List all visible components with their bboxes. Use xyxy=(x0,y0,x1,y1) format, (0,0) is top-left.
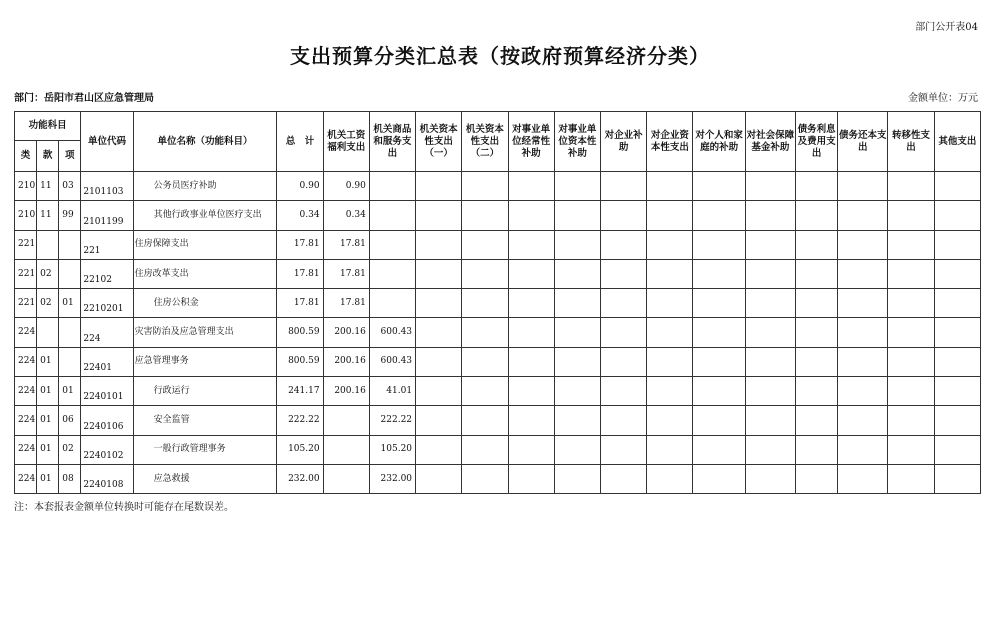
cell-empty xyxy=(888,464,934,493)
cell-total: 232.00 xyxy=(277,464,323,493)
cell-kuan: 11 xyxy=(37,201,59,230)
cell-empty xyxy=(934,347,980,376)
cell-goods-services: 600.43 xyxy=(369,347,415,376)
header-col: 其他支出 xyxy=(934,112,980,172)
cell-empty xyxy=(934,377,980,406)
cell-empty xyxy=(745,464,795,493)
cell-empty xyxy=(795,289,837,318)
cell-lei: 221 xyxy=(15,289,37,318)
cell-empty xyxy=(462,259,508,288)
cell-total: 17.81 xyxy=(277,259,323,288)
cell-empty xyxy=(888,289,934,318)
table-row xyxy=(15,377,981,406)
cell-empty xyxy=(795,172,837,201)
cell-lei: 221 xyxy=(15,230,37,259)
cell-kuan: 01 xyxy=(37,464,59,493)
cell-empty xyxy=(934,289,980,318)
cell-unit-name: 住房改革支出 xyxy=(133,259,277,288)
cell-empty xyxy=(795,347,837,376)
cell-lei: 224 xyxy=(15,318,37,347)
header-col: 对企业补助 xyxy=(600,112,646,172)
budget-table xyxy=(14,111,981,494)
cell-empty xyxy=(554,464,600,493)
cell-salary xyxy=(323,464,369,493)
cell-empty xyxy=(745,201,795,230)
department-label: 部门：岳阳市君山区应急管理局 xyxy=(14,93,154,104)
cell-empty xyxy=(693,230,745,259)
cell-empty xyxy=(600,289,646,318)
cell-empty xyxy=(416,201,462,230)
cell-empty xyxy=(508,377,554,406)
cell-empty xyxy=(838,464,888,493)
table-row xyxy=(15,406,981,435)
cell-empty xyxy=(416,464,462,493)
cell-empty xyxy=(508,172,554,201)
cell-empty xyxy=(508,347,554,376)
cell-unit-name: 一般行政管理事务 xyxy=(133,435,277,464)
cell-empty xyxy=(934,172,980,201)
form-number: 部门公开表04 xyxy=(915,22,978,33)
cell-empty xyxy=(934,464,980,493)
cell-empty xyxy=(888,201,934,230)
cell-empty xyxy=(693,347,745,376)
header-unit-code: 单位代码 xyxy=(81,112,133,172)
cell-goods-services: 232.00 xyxy=(369,464,415,493)
cell-unit-name: 住房保障支出 xyxy=(133,230,277,259)
cell-xiang: 03 xyxy=(59,172,81,201)
cell-salary: 200.16 xyxy=(323,377,369,406)
cell-xiang: 06 xyxy=(59,406,81,435)
cell-salary xyxy=(323,406,369,435)
cell-unit-name: 行政运行 xyxy=(133,377,277,406)
cell-empty xyxy=(745,318,795,347)
cell-empty xyxy=(838,435,888,464)
cell-empty xyxy=(462,435,508,464)
cell-unit-name: 灾害防治及应急管理支出 xyxy=(133,318,277,347)
header-col: 对事业单位经常性补助 xyxy=(508,112,554,172)
cell-empty xyxy=(554,201,600,230)
cell-xiang xyxy=(59,318,81,347)
cell-empty xyxy=(647,435,693,464)
cell-empty xyxy=(600,377,646,406)
header-unit-name: 单位名称（功能科目） xyxy=(133,112,277,172)
cell-goods-services xyxy=(369,172,415,201)
cell-salary: 17.81 xyxy=(323,230,369,259)
cell-lei: 224 xyxy=(15,435,37,464)
cell-empty xyxy=(934,406,980,435)
cell-empty xyxy=(600,172,646,201)
cell-empty xyxy=(600,347,646,376)
cell-xiang xyxy=(59,347,81,376)
cell-total: 800.59 xyxy=(277,318,323,347)
cell-empty xyxy=(693,406,745,435)
cell-unit-name: 安全监管 xyxy=(133,406,277,435)
table-row xyxy=(15,259,981,288)
cell-empty xyxy=(647,289,693,318)
cell-empty xyxy=(554,377,600,406)
cell-empty xyxy=(600,230,646,259)
header-xiang: 项 xyxy=(59,141,81,172)
cell-kuan: 01 xyxy=(37,435,59,464)
cell-empty xyxy=(554,259,600,288)
header-col: 机关资本性支出（二） xyxy=(462,112,508,172)
cell-lei: 224 xyxy=(15,464,37,493)
cell-empty xyxy=(508,230,554,259)
cell-empty xyxy=(600,318,646,347)
cell-lei: 224 xyxy=(15,347,37,376)
cell-empty xyxy=(745,230,795,259)
cell-empty xyxy=(795,201,837,230)
cell-empty xyxy=(462,289,508,318)
footnote: 注：本套报表金额单位转换时可能存在尾数误差。 xyxy=(14,502,234,513)
cell-goods-services: 600.43 xyxy=(369,318,415,347)
cell-empty xyxy=(416,406,462,435)
header-kuan: 款 xyxy=(37,141,59,172)
cell-empty xyxy=(554,406,600,435)
cell-empty xyxy=(693,377,745,406)
cell-empty xyxy=(693,289,745,318)
table-row xyxy=(15,201,981,230)
cell-empty xyxy=(462,172,508,201)
cell-empty xyxy=(416,230,462,259)
cell-unit-code: 2240106 xyxy=(81,406,133,435)
header-total: 总 计 xyxy=(277,112,323,172)
cell-salary xyxy=(323,435,369,464)
cell-empty xyxy=(795,259,837,288)
cell-goods-services: 41.01 xyxy=(369,377,415,406)
cell-salary: 0.34 xyxy=(323,201,369,230)
cell-empty xyxy=(693,259,745,288)
cell-empty xyxy=(693,201,745,230)
cell-empty xyxy=(795,318,837,347)
cell-xiang: 01 xyxy=(59,377,81,406)
cell-empty xyxy=(795,464,837,493)
cell-lei: 224 xyxy=(15,406,37,435)
table-row xyxy=(15,230,981,259)
cell-empty xyxy=(745,259,795,288)
header-col: 机关工资福利支出 xyxy=(323,112,369,172)
table-row xyxy=(15,172,981,201)
cell-empty xyxy=(693,172,745,201)
cell-empty xyxy=(838,377,888,406)
cell-empty xyxy=(600,435,646,464)
cell-xiang: 99 xyxy=(59,201,81,230)
cell-empty xyxy=(838,230,888,259)
cell-xiang: 01 xyxy=(59,289,81,318)
cell-kuan: 02 xyxy=(37,289,59,318)
cell-total: 222.22 xyxy=(277,406,323,435)
cell-goods-services xyxy=(369,259,415,288)
cell-empty xyxy=(647,259,693,288)
cell-total: 17.81 xyxy=(277,289,323,318)
cell-total: 0.34 xyxy=(277,201,323,230)
cell-empty xyxy=(416,347,462,376)
cell-empty xyxy=(647,406,693,435)
cell-kuan xyxy=(37,230,59,259)
cell-empty xyxy=(838,172,888,201)
cell-empty xyxy=(600,259,646,288)
cell-empty xyxy=(508,406,554,435)
table-row xyxy=(15,318,981,347)
cell-empty xyxy=(416,435,462,464)
cell-empty xyxy=(745,406,795,435)
cell-empty xyxy=(745,435,795,464)
table-row xyxy=(15,435,981,464)
cell-empty xyxy=(508,259,554,288)
cell-empty xyxy=(462,464,508,493)
cell-lei: 210 xyxy=(15,172,37,201)
cell-xiang: 08 xyxy=(59,464,81,493)
cell-empty xyxy=(647,318,693,347)
cell-xiang: 02 xyxy=(59,435,81,464)
cell-lei: 224 xyxy=(15,377,37,406)
header-col: 对社会保障基金补助 xyxy=(745,112,795,172)
cell-kuan: 11 xyxy=(37,172,59,201)
cell-empty xyxy=(416,172,462,201)
cell-kuan: 01 xyxy=(37,377,59,406)
cell-total: 800.59 xyxy=(277,347,323,376)
cell-empty xyxy=(795,377,837,406)
header-func-subject: 功能科目 xyxy=(15,112,81,141)
cell-empty xyxy=(554,347,600,376)
cell-empty xyxy=(508,435,554,464)
header-col: 对个人和家庭的补助 xyxy=(693,112,745,172)
cell-unit-code: 221 xyxy=(81,230,133,259)
cell-empty xyxy=(647,172,693,201)
cell-empty xyxy=(888,406,934,435)
cell-empty xyxy=(600,406,646,435)
cell-empty xyxy=(554,435,600,464)
cell-kuan: 02 xyxy=(37,259,59,288)
header-row-1 xyxy=(15,112,981,141)
cell-unit-code: 2240108 xyxy=(81,464,133,493)
cell-kuan: 01 xyxy=(37,347,59,376)
cell-empty xyxy=(462,318,508,347)
cell-empty xyxy=(600,464,646,493)
cell-empty xyxy=(838,406,888,435)
cell-empty xyxy=(934,435,980,464)
cell-empty xyxy=(554,318,600,347)
cell-unit-code: 22102 xyxy=(81,259,133,288)
cell-empty xyxy=(888,318,934,347)
cell-empty xyxy=(647,201,693,230)
cell-empty xyxy=(838,318,888,347)
cell-xiang xyxy=(59,230,81,259)
cell-xiang xyxy=(59,259,81,288)
cell-empty xyxy=(888,377,934,406)
cell-empty xyxy=(647,464,693,493)
header-col: 机关商品和服务支出 xyxy=(369,112,415,172)
cell-empty xyxy=(745,289,795,318)
header-col: 转移性支出 xyxy=(888,112,934,172)
cell-unit-name: 应急管理事务 xyxy=(133,347,277,376)
cell-goods-services xyxy=(369,230,415,259)
cell-empty xyxy=(838,259,888,288)
header-col: 机关资本性支出（一） xyxy=(416,112,462,172)
cell-kuan xyxy=(37,318,59,347)
table-row xyxy=(15,289,981,318)
cell-empty xyxy=(462,347,508,376)
cell-empty xyxy=(888,172,934,201)
cell-unit-name: 应急救援 xyxy=(133,464,277,493)
cell-empty xyxy=(416,289,462,318)
header-col: 对企业资本性支出 xyxy=(647,112,693,172)
cell-empty xyxy=(693,318,745,347)
cell-unit-name: 其他行政事业单位医疗支出 xyxy=(133,201,277,230)
cell-empty xyxy=(888,230,934,259)
cell-lei: 210 xyxy=(15,201,37,230)
cell-unit-code: 224 xyxy=(81,318,133,347)
header-col: 债务还本支出 xyxy=(838,112,888,172)
cell-unit-code: 2240101 xyxy=(81,377,133,406)
cell-empty xyxy=(693,464,745,493)
cell-kuan: 01 xyxy=(37,406,59,435)
cell-empty xyxy=(416,377,462,406)
cell-empty xyxy=(647,230,693,259)
header-col: 对事业单位资本性补助 xyxy=(554,112,600,172)
cell-empty xyxy=(554,289,600,318)
cell-empty xyxy=(745,172,795,201)
cell-unit-name: 住房公积金 xyxy=(133,289,277,318)
cell-empty xyxy=(888,435,934,464)
cell-empty xyxy=(795,406,837,435)
cell-unit-code: 22401 xyxy=(81,347,133,376)
cell-unit-code: 2101199 xyxy=(81,201,133,230)
cell-empty xyxy=(508,464,554,493)
page-title: 支出预算分类汇总表（按政府预算经济分类） xyxy=(290,44,710,68)
cell-empty xyxy=(745,377,795,406)
cell-salary: 17.81 xyxy=(323,289,369,318)
cell-empty xyxy=(888,259,934,288)
cell-lei: 221 xyxy=(15,259,37,288)
table-row xyxy=(15,464,981,493)
cell-goods-services xyxy=(369,289,415,318)
cell-empty xyxy=(745,347,795,376)
cell-empty xyxy=(462,377,508,406)
cell-empty xyxy=(416,318,462,347)
cell-empty xyxy=(838,289,888,318)
cell-empty xyxy=(934,318,980,347)
cell-empty xyxy=(795,230,837,259)
cell-empty xyxy=(795,435,837,464)
cell-goods-services: 105.20 xyxy=(369,435,415,464)
cell-empty xyxy=(934,259,980,288)
cell-empty xyxy=(600,201,646,230)
amount-unit-label: 金额单位：万元 xyxy=(908,93,978,104)
cell-total: 0.90 xyxy=(277,172,323,201)
header-col: 债务利息及费用支出 xyxy=(795,112,837,172)
header-lei: 类 xyxy=(15,141,37,172)
cell-salary: 200.16 xyxy=(323,347,369,376)
cell-empty xyxy=(693,435,745,464)
cell-empty xyxy=(508,289,554,318)
cell-unit-code: 2101103 xyxy=(81,172,133,201)
cell-empty xyxy=(462,406,508,435)
cell-unit-name: 公务员医疗补助 xyxy=(133,172,277,201)
cell-empty xyxy=(647,347,693,376)
cell-empty xyxy=(416,259,462,288)
cell-unit-code: 2210201 xyxy=(81,289,133,318)
cell-salary: 17.81 xyxy=(323,259,369,288)
cell-goods-services xyxy=(369,201,415,230)
cell-empty xyxy=(647,377,693,406)
cell-empty xyxy=(554,172,600,201)
cell-unit-code: 2240102 xyxy=(81,435,133,464)
cell-total: 105.20 xyxy=(277,435,323,464)
cell-empty xyxy=(838,347,888,376)
cell-total: 241.17 xyxy=(277,377,323,406)
cell-salary: 200.16 xyxy=(323,318,369,347)
cell-empty xyxy=(462,230,508,259)
cell-empty xyxy=(554,230,600,259)
cell-empty xyxy=(508,201,554,230)
cell-empty xyxy=(462,201,508,230)
cell-goods-services: 222.22 xyxy=(369,406,415,435)
cell-empty xyxy=(934,201,980,230)
cell-salary: 0.90 xyxy=(323,172,369,201)
cell-empty xyxy=(934,230,980,259)
cell-empty xyxy=(508,318,554,347)
cell-empty xyxy=(838,201,888,230)
cell-empty xyxy=(888,347,934,376)
table-row xyxy=(15,347,981,376)
cell-total: 17.81 xyxy=(277,230,323,259)
